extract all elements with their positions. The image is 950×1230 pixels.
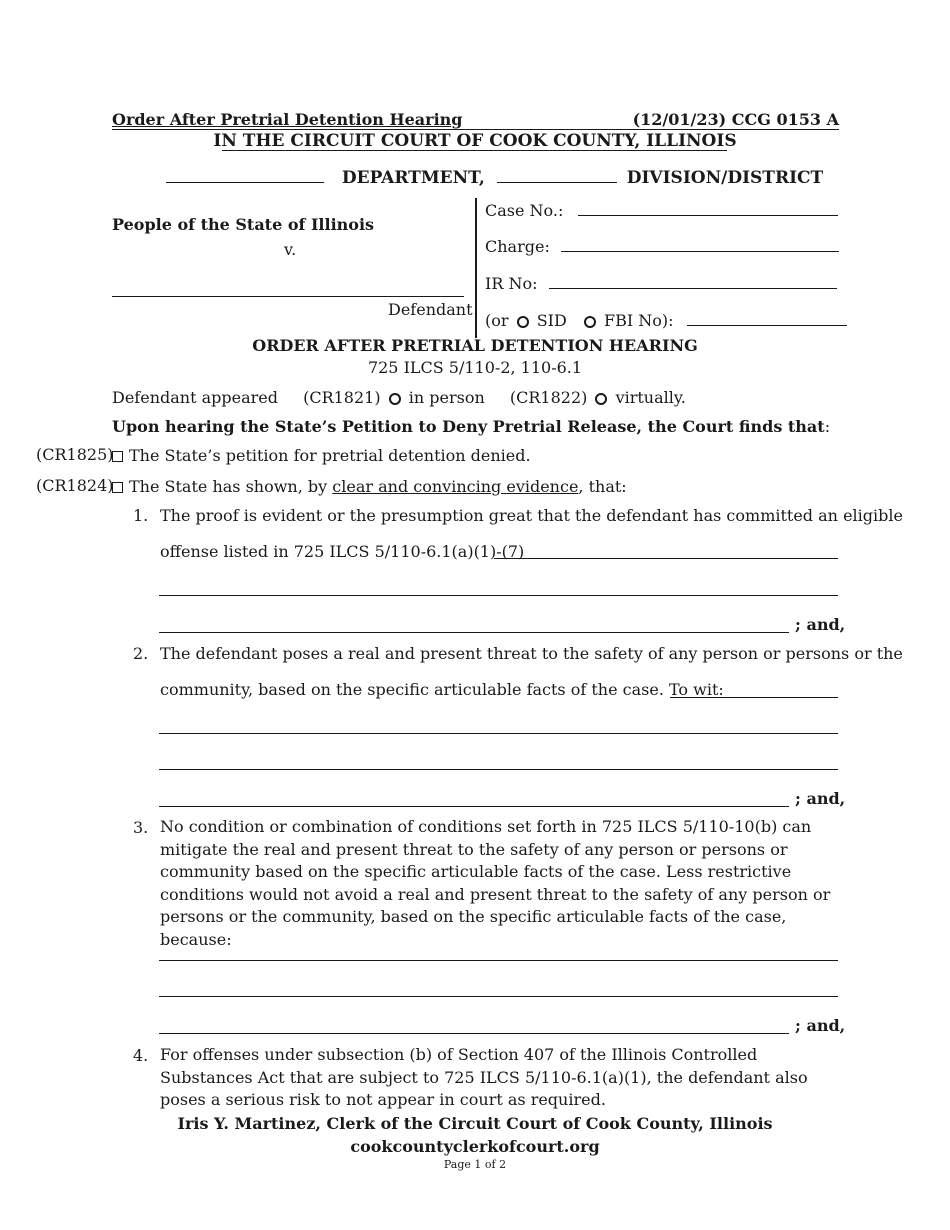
finding-2-blank-4[interactable]: [159, 806, 789, 807]
charge-row: [485, 237, 839, 256]
fbi-label: FBI No):: [604, 311, 674, 330]
ir-no-row: [485, 274, 837, 293]
virtually-radio[interactable]: [595, 393, 607, 405]
finding-1-number: 1.: [133, 506, 149, 525]
order-statute: 725 ILCS 5/110-2, 110-6.1: [367, 358, 583, 377]
footer-website: cookcountyclerkofcourt.org: [350, 1137, 600, 1156]
form-code: (12/01/23) CCG 0153 A: [632, 110, 839, 129]
finding-1-line2: offense listed in 725 ILCS 5/110-6.1(a)(1)-(7): [160, 542, 525, 561]
finding-intro-row: [112, 417, 830, 436]
finding-3-blank-3[interactable]: [159, 1033, 789, 1034]
form-title: Order After Pretrial Detention Hearing: [112, 110, 463, 129]
finding-2-blank-1[interactable]: [670, 697, 838, 698]
defendant-name-line[interactable]: [112, 296, 464, 297]
case-no-label: Case No.:: [485, 201, 564, 220]
cr1825-code: (CR1825): [36, 445, 114, 464]
finding-1-line1: The proof is evident or the presumption great that the defendant has committed an eligible: [160, 506, 903, 525]
finding-3-blank-2[interactable]: [159, 996, 838, 997]
appeared-label: Defendant appeared: [112, 388, 278, 407]
defendant-label: Defendant: [388, 300, 473, 319]
finding-1-blank-2[interactable]: [159, 595, 838, 596]
sid-fbi-row: [485, 311, 847, 330]
case-no-row: [485, 201, 838, 220]
appearance-row: [112, 388, 686, 407]
sid-label: SID: [536, 311, 567, 330]
finding-3-blank-1[interactable]: [159, 960, 838, 961]
charge-field[interactable]: [561, 237, 839, 252]
finding-2-and: ; and,: [795, 789, 846, 808]
finding-3-and: ; and,: [795, 1016, 846, 1035]
finding-3-text: No condition or combination of conditions set forth in 725 ILCS 5/110-10(b) can mitigate the real and present threat to the safety of any person or persons or community based on the specific articulable facts of the case. Less restrictive conditions would not avoid a real and present threat to the safety of any person or persons or the community, based on the specific articulable facts of the case, because:: [160, 817, 831, 949]
cr1821-code: (CR1821): [303, 388, 381, 407]
finding-2-number: 2.: [133, 644, 149, 663]
people-label: People of the State of Illinois: [112, 215, 375, 234]
state-shown-checkbox[interactable]: [112, 482, 123, 493]
finding-1-blank-1[interactable]: [494, 558, 838, 559]
cr1824-code: (CR1824): [36, 476, 114, 495]
case-no-field[interactable]: [578, 201, 838, 216]
finding-2-line1: The defendant poses a real and present threat to the safety of any person or persons or the: [160, 644, 903, 663]
department-line: [166, 168, 823, 188]
order-title: ORDER AFTER PRETRIAL DETENTION HEARING: [252, 336, 698, 355]
state-shown-pre: The State has shown, by: [129, 477, 333, 496]
virtually-label: virtually.: [615, 388, 686, 407]
finding-3-number: 3.: [133, 818, 149, 837]
clear-convincing-evidence: clear and convincing evidence: [332, 477, 579, 496]
ir-no-label: IR No:: [485, 274, 538, 293]
footer-clerk: Iris Y. Martinez, Clerk of the Circuit Court of Cook County, Illinois: [177, 1114, 773, 1133]
caption-divider: [475, 198, 477, 338]
sid-fbi-field[interactable]: [687, 311, 847, 326]
finding-2-blank-3[interactable]: [159, 769, 838, 770]
fbi-radio[interactable]: [584, 316, 596, 328]
finding-2-blank-2[interactable]: [159, 733, 838, 734]
cr1822-code: (CR1822): [509, 388, 588, 407]
finding-1-blank-3[interactable]: [159, 632, 789, 633]
petition-denied-row: [112, 446, 531, 465]
department-blank[interactable]: [166, 168, 324, 183]
charge-label: Charge:: [485, 237, 550, 256]
finding-intro-colon: :: [824, 417, 831, 436]
finding-intro: Upon hearing the State’s Petition to Deny Pretrial Release, the Court finds that: [112, 417, 825, 436]
finding-2-line2: community, based on the specific articulable facts of the case. To wit:: [160, 680, 724, 699]
petition-denied-checkbox[interactable]: [112, 451, 123, 462]
state-shown-row: [112, 477, 627, 496]
in-person-label: in person: [408, 388, 485, 407]
division-blank[interactable]: [497, 168, 617, 183]
court-rule: [222, 150, 727, 151]
finding-4-text: For offenses under subsection (b) of Section 407 of the Illinois Controlled Substances Act that are subject to 725 ILCS 5/110-6.1(a)(1), the defendant also poses a serious risk to not appear in court as required.: [160, 1045, 808, 1109]
division-label: DIVISION/DISTRICT: [626, 168, 824, 188]
department-label: DEPARTMENT,: [341, 168, 485, 188]
versus-label: v.: [284, 240, 297, 259]
footer-page-number: Page 1 of 2: [443, 1158, 507, 1171]
ir-no-field[interactable]: [549, 274, 837, 289]
or-label: (or: [485, 311, 509, 330]
petition-denied-text: The State’s petition for pretrial detention denied.: [129, 446, 531, 465]
header-rule: [112, 129, 839, 130]
court-name: IN THE CIRCUIT COURT OF COOK COUNTY, ILLINOIS: [213, 131, 737, 151]
finding-1-and: ; and,: [795, 615, 846, 634]
finding-4-number: 4.: [133, 1046, 149, 1065]
state-shown-post: , that:: [578, 477, 627, 496]
in-person-radio[interactable]: [389, 393, 401, 405]
sid-radio[interactable]: [517, 316, 529, 328]
